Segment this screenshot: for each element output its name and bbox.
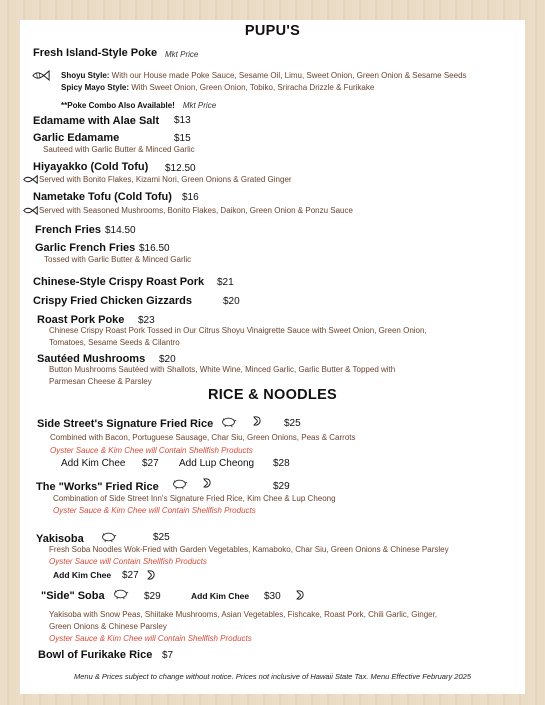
fish-icon	[23, 206, 38, 215]
item-price: $21	[217, 277, 234, 288]
item-price: $20	[223, 296, 240, 307]
poke-shoyu-line	[61, 71, 467, 80]
item-desc: Tossed with Garlic Butter & Minced Garlic	[44, 255, 192, 264]
poke-combo-line	[61, 95, 216, 113]
furikake-name: Bowl of Furikake Rice	[38, 649, 153, 661]
item-price: $16	[182, 192, 199, 203]
yakisoba-note: Oyster Sauce will Contain Shellfish Products	[49, 557, 207, 566]
item-desc: Served with Bonito Flakes, Kizami Nori, Green Onions & Grated Ginger	[39, 175, 292, 184]
side-soba-add-price: $30	[264, 591, 281, 602]
item-desc: Parmesan Cheese & Parsley	[49, 377, 152, 386]
poke-mayo-line	[61, 83, 374, 92]
poke-combo-price: Mkt Price	[182, 101, 217, 110]
fish-icon	[23, 175, 38, 184]
item-name: Garlic Edamame	[33, 132, 120, 144]
yakisoba-desc: Fresh Soba Noodles Wok-Fried with Garden Vegetables, Kamaboko, Char Siu, Green Onions & Chinese Parsley	[49, 545, 449, 554]
side-soba-add-kim-chee: Add Kim Chee	[191, 591, 250, 601]
item-name: Hiyayakko (Cold Tofu)	[33, 161, 149, 173]
shrimp-icon	[294, 589, 306, 601]
pig-icon	[220, 416, 237, 428]
item-price: $20	[159, 354, 176, 365]
item-name: Chinese-Style Crispy Roast Pork	[33, 276, 205, 288]
pupus-heading: PUPU'S	[244, 23, 301, 39]
works-fried-rice-desc: Combination of Side Street Inn's Signature Fried Rice, Kim Chee & Lup Cheong	[53, 494, 336, 503]
item-name: Crispy Fried Chicken Gizzards	[33, 295, 192, 307]
works-fried-rice-note: Oyster Sauce & Kim Chee will Contain Shellfish Products	[53, 506, 256, 515]
footer-note: Menu & Prices subject to change without notice. Prices not inclusive of Hawaii State Tax. Menu Effective February 2025	[73, 672, 471, 681]
side-soba-name: "Side" Soba	[41, 590, 105, 602]
sig-fried-rice-price: $25	[284, 418, 301, 429]
rice-heading: RICE & NOODLES	[207, 387, 338, 403]
yakisoba-add-price: $27	[122, 570, 139, 581]
yakisoba-price: $25	[153, 532, 170, 543]
menu-page	[20, 20, 525, 694]
furikake-price: $7	[162, 650, 174, 661]
poke-name: Fresh Island-Style Poke	[33, 47, 158, 59]
shrimp-icon	[145, 569, 157, 581]
add-kim-chee: Add Kim Chee	[61, 458, 126, 469]
item-name: Sautéed Mushrooms	[37, 353, 146, 365]
side-soba-note: Oyster Sauce & Kim Chee will Contain Shellfish Products	[49, 634, 252, 643]
add-lup-cheong-price: $28	[273, 458, 290, 469]
add-lup-cheong: Add Lup Cheong	[179, 458, 255, 469]
side-soba-desc: Green Onions & Chinese Parsley	[49, 622, 167, 631]
sig-fried-rice-name: Side Street's Signature Fried Rice	[37, 418, 214, 430]
pig-icon	[112, 588, 129, 600]
poke-combo: **Poke Combo Also Available!	[61, 101, 175, 110]
poke-price: Mkt Price	[165, 50, 199, 59]
works-fried-rice-price: $29	[273, 481, 290, 492]
item-desc: Chinese Crispy Roast Pork Tossed in Our Citrus Shoyu Vinaigrette Sauce with Sweet Onion, Green Onion,	[49, 326, 427, 335]
item-name: Roast Pork Poke	[37, 314, 125, 326]
side-soba-price: $29	[144, 591, 161, 602]
sig-fried-rice-note: Oyster Sauce & Kim Chee will Contain Shellfish Products	[50, 446, 253, 455]
item-name: French Fries	[35, 224, 102, 236]
item-price: $12.50	[165, 163, 196, 174]
item-desc: Sauteed with Garlic Butter & Minced Garlic	[43, 145, 195, 154]
item-name: Garlic French Fries	[35, 242, 136, 254]
item-price: $15	[174, 133, 191, 144]
item-desc: Served with Seasoned Mushrooms, Bonito Flakes, Daikon, Green Onion & Ponzu Sauce	[39, 206, 353, 215]
item-price: $14.50	[105, 225, 136, 236]
shrimp-icon	[201, 477, 213, 489]
sig-fried-rice-desc: Combined with Bacon, Portuguese Sausage, Char Siu, Green Onions, Peas & Carrots	[50, 433, 356, 442]
item-name: Edamame with Alae Salt	[33, 115, 160, 127]
pig-icon	[171, 478, 188, 490]
poke-shoyu-label: Shoyu Style:	[61, 71, 110, 80]
item-desc: Button Mushrooms Sautéed with Shallots, White Wine, Minced Garlic, Garlic Butter & Topped with	[49, 365, 396, 374]
yakisoba-add-kim-chee: Add Kim Chee	[53, 570, 112, 580]
item-price: $16.50	[139, 243, 170, 254]
item-price: $13	[174, 115, 191, 126]
add-kim-chee-price: $27	[142, 458, 159, 469]
item-price: $23	[138, 315, 155, 326]
pig-icon	[100, 531, 117, 543]
item-name: Nametake Tofu (Cold Tofu)	[33, 191, 172, 203]
item-desc: Tomatoes, Sesame Seeds & Cilantro	[49, 338, 180, 347]
poke-shoyu-desc: With our House made Poke Sauce, Sesame Oil, Limu, Sweet Onion, Green Onion & Sesame Seeds	[109, 71, 467, 80]
poke-mayo-label: Spicy Mayo Style:	[61, 83, 130, 92]
side-soba-desc: Yakisoba with Snow Peas, Shiitake Mushrooms, Asian Vegetables, Fishcake, Roast Pork, Chili Garlic, Ginger,	[49, 610, 438, 619]
yakisoba-name: Yakisoba	[36, 533, 84, 545]
shrimp-icon	[251, 415, 263, 427]
fish-icon	[32, 70, 50, 81]
poke-mayo-desc: With Sweet Onion, Green Onion, Tobiko, Sriracha Drizzle & Furikake	[129, 83, 375, 92]
works-fried-rice-name: The "Works" Fried Rice	[36, 481, 159, 493]
